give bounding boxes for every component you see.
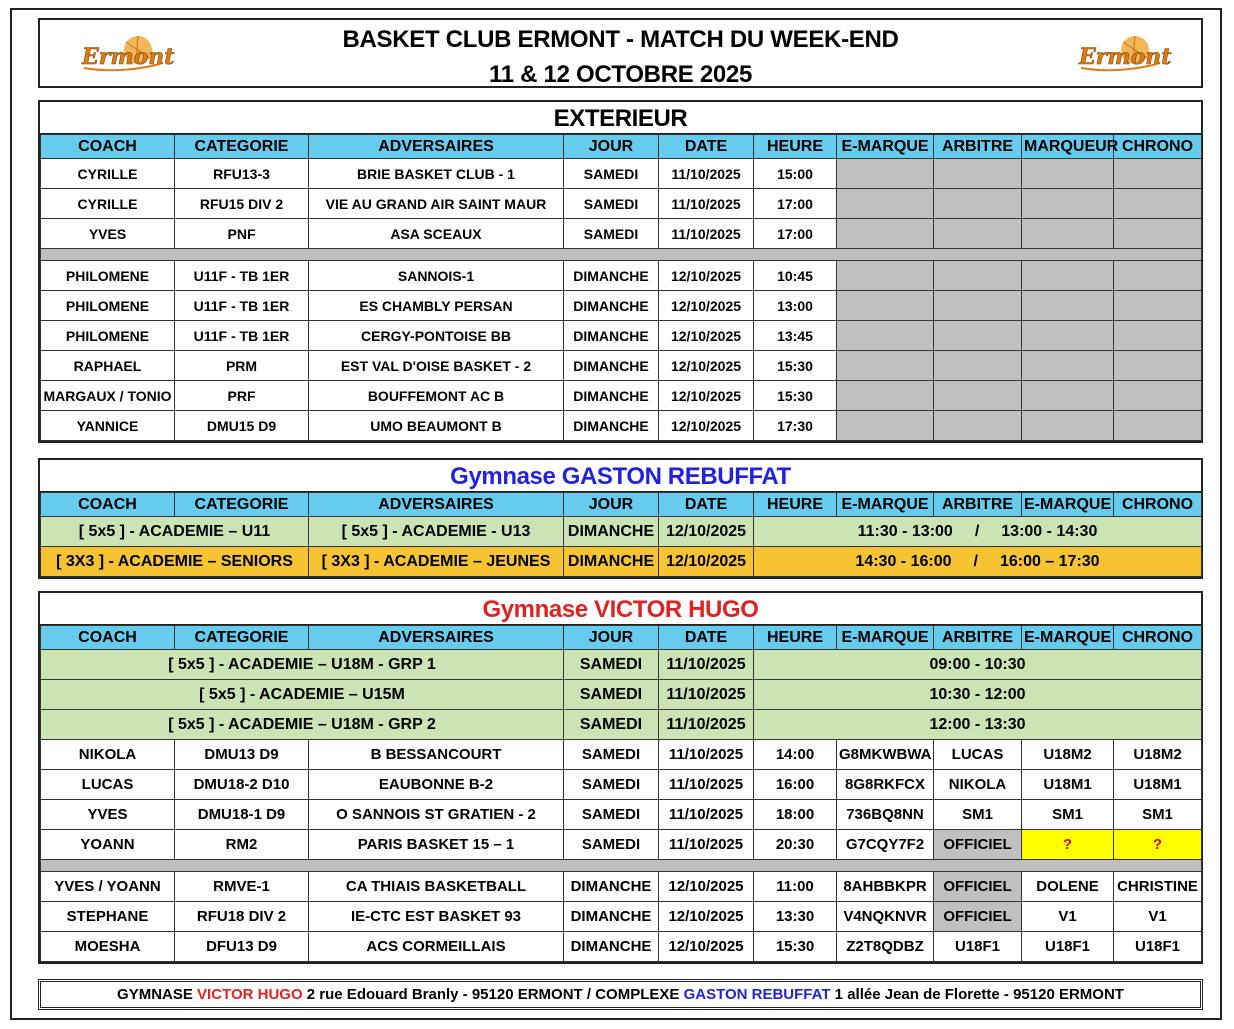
victor-table (40, 625, 1202, 962)
table-cell: RM2 (175, 830, 309, 860)
column-header: HEURE (754, 493, 837, 517)
table-cell: PRF (175, 381, 309, 411)
table-cell: OFFICIEL (934, 830, 1022, 860)
ermont-logo (1077, 34, 1172, 74)
table-cell: MARGAUX / TONIO (41, 381, 175, 411)
gaston-section (38, 458, 1203, 579)
table-cell: 12/10/2025 (659, 381, 754, 411)
table-cell: SAMEDI (564, 680, 659, 710)
table-row (41, 932, 1202, 962)
slot-separator: / (973, 552, 978, 570)
empty-cell (837, 351, 934, 381)
table-cell: YOANN (41, 830, 175, 860)
empty-cell (934, 261, 1022, 291)
academie-label: [ 3X3 ] - ACADEMIE – JEUNES (309, 547, 564, 577)
table-cell: 15:30 (754, 932, 837, 962)
column-header: CATEGORIE (175, 626, 309, 650)
table-cell: PHILOMENE (41, 291, 175, 321)
table-cell: SAMEDI (564, 710, 659, 740)
table-cell: SAMEDI (564, 830, 659, 860)
table-cell: SAMEDI (564, 159, 659, 189)
time-slot: 09:00 - 10:30 (754, 650, 1202, 680)
table-cell: ES CHAMBLY PERSAN (309, 291, 564, 321)
table-cell: DOLENE (1022, 872, 1114, 902)
table-cell: SAMEDI (564, 800, 659, 830)
column-header: E-MARQUE (1022, 493, 1114, 517)
table-cell: U18F1 (934, 932, 1022, 962)
table-cell: DIMANCHE (564, 381, 659, 411)
table-cell: U11F - TB 1ER (175, 321, 309, 351)
column-header: CHRONO (1114, 493, 1202, 517)
column-header: COACH (41, 135, 175, 159)
table-cell: 13:30 (754, 902, 837, 932)
table-cell: NIKOLA (41, 740, 175, 770)
table-cell: 13:00 (754, 291, 837, 321)
table-cell: OFFICIEL (934, 872, 1022, 902)
table-row (41, 159, 1202, 189)
table-row (41, 261, 1202, 291)
empty-cell (1114, 321, 1202, 351)
empty-cell (1022, 189, 1114, 219)
table-row (41, 381, 1202, 411)
separator-cell (41, 249, 1202, 261)
table-cell: NIKOLA (934, 770, 1022, 800)
header-row (41, 135, 1202, 159)
empty-cell (934, 189, 1022, 219)
table-row (41, 411, 1202, 441)
empty-cell (1022, 261, 1114, 291)
title-line-2: 11 & 12 OCTOBRE 2025 (488, 61, 753, 88)
table-cell: 11/10/2025 (659, 219, 754, 249)
table-row (41, 800, 1202, 830)
empty-cell (1114, 219, 1202, 249)
table-cell: 15:30 (754, 381, 837, 411)
academie-row (41, 710, 1202, 740)
victor-title (40, 593, 1201, 625)
academie-label: [ 5x5 ] - ACADEMIE – U11 (41, 517, 309, 547)
footer-victor-hugo: VICTOR HUGO (197, 986, 303, 1003)
column-header: E-MARQUE (837, 493, 934, 517)
time-slot: 16:00 – 17:30 (999, 552, 1100, 570)
table-cell: PHILOMENE (41, 261, 175, 291)
table-cell: U18F1 (1022, 932, 1114, 962)
table-cell: EST VAL D'OISE BASKET - 2 (309, 351, 564, 381)
academie-label: [ 5x5 ] - ACADEMIE – U18M - GRP 2 (41, 710, 564, 740)
table-cell: UMO BEAUMONT B (309, 411, 564, 441)
gaston-title-prefix: Gymnase (450, 463, 562, 490)
table-cell: 12/10/2025 (659, 351, 754, 381)
title-line-1: BASKET CLUB ERMONT - MATCH DU WEEK-END (342, 26, 899, 53)
column-header: ARBITRE (934, 626, 1022, 650)
table-cell: 8G8RKFCX (837, 770, 934, 800)
table-row (41, 770, 1202, 800)
table-cell: U18M1 (1022, 770, 1114, 800)
empty-cell (1022, 291, 1114, 321)
column-header: JOUR (564, 626, 659, 650)
table-cell: U11F - TB 1ER (175, 291, 309, 321)
table-cell: 15:00 (754, 159, 837, 189)
table-cell: SAMEDI (564, 740, 659, 770)
table-cell: CA THIAIS BASKETBALL (309, 872, 564, 902)
footer-gaston-rebuffat: GASTON REBUFFAT (683, 986, 831, 1003)
table-cell: 13:45 (754, 321, 837, 351)
empty-cell (1022, 219, 1114, 249)
table-cell: G8MKWBWA (837, 740, 934, 770)
academie-label: [ 3X3 ] - ACADEMIE – SENIORS (41, 547, 309, 577)
column-header: ADVERSAIRES (309, 626, 564, 650)
table-cell: 17:30 (754, 411, 837, 441)
table-cell: DFU13 D9 (175, 932, 309, 962)
table-cell: 17:00 (754, 219, 837, 249)
time-slots (754, 517, 1202, 547)
victor-section (38, 591, 1203, 964)
column-header: MARQUEUR (1022, 135, 1114, 159)
empty-cell (837, 381, 934, 411)
table-cell: RAPHAEL (41, 351, 175, 381)
header-row (41, 626, 1202, 650)
table-row (41, 219, 1202, 249)
empty-cell (837, 189, 934, 219)
gaston-title (40, 460, 1201, 492)
table-cell: 12/10/2025 (659, 517, 754, 547)
footer-part: 1 allée Jean de Florette - 95120 ERMONT (830, 986, 1124, 1003)
table-cell: 18:00 (754, 800, 837, 830)
table-cell: 20:30 (754, 830, 837, 860)
table-cell: PHILOMENE (41, 321, 175, 351)
empty-cell (1022, 321, 1114, 351)
column-header: CATEGORIE (175, 135, 309, 159)
exterieur-title: EXTERIEUR (40, 102, 1201, 134)
column-header: CHRONO (1114, 135, 1202, 159)
column-header: DATE (659, 626, 754, 650)
svg-text:Ermont: Ermont (1079, 44, 1172, 70)
table-cell: 11/10/2025 (659, 830, 754, 860)
victor-title-name: VICTOR HUGO (594, 596, 759, 623)
table-cell: RFU13-3 (175, 159, 309, 189)
table-cell: 11/10/2025 (659, 800, 754, 830)
table-cell: U18M2 (1114, 740, 1202, 770)
table-cell: V4NQKNVR (837, 902, 934, 932)
table-row (41, 902, 1202, 932)
column-header: JOUR (564, 493, 659, 517)
table-cell: 12/10/2025 (659, 932, 754, 962)
empty-cell (934, 411, 1022, 441)
table-row (41, 189, 1202, 219)
empty-cell (1022, 381, 1114, 411)
separator-row (41, 249, 1202, 261)
empty-cell (1114, 189, 1202, 219)
table-cell: 15:30 (754, 351, 837, 381)
empty-cell (1022, 159, 1114, 189)
empty-cell (837, 411, 934, 441)
table-cell: 12/10/2025 (659, 321, 754, 351)
table-cell: DIMANCHE (564, 872, 659, 902)
table-cell: 11/10/2025 (659, 680, 754, 710)
table-cell: EAUBONNE B-2 (309, 770, 564, 800)
victor-title-prefix: Gymnase (482, 596, 594, 623)
table-cell: 10:45 (754, 261, 837, 291)
table-cell: STEPHANE (41, 902, 175, 932)
table-cell: IE-CTC EST BASKET 93 (309, 902, 564, 932)
table-cell: U18M2 (1022, 740, 1114, 770)
empty-cell (1114, 351, 1202, 381)
table-row (41, 740, 1202, 770)
table-cell: DMU18-1 D9 (175, 800, 309, 830)
time-slot: 12:00 - 13:30 (754, 710, 1202, 740)
table-cell: DIMANCHE (564, 902, 659, 932)
table-cell: 8AHBBKPR (837, 872, 934, 902)
gaston-table (40, 492, 1202, 577)
table-cell: SM1 (1114, 800, 1202, 830)
table-cell: 11/10/2025 (659, 159, 754, 189)
empty-cell (1114, 411, 1202, 441)
table-cell: SAMEDI (564, 219, 659, 249)
table-cell: DIMANCHE (564, 517, 659, 547)
column-header: ADVERSAIRES (309, 493, 564, 517)
page-header (38, 18, 1203, 88)
table-cell: DMU13 D9 (175, 740, 309, 770)
table-cell: CERGY-PONTOISE BB (309, 321, 564, 351)
academie-label: [ 5x5 ] - ACADEMIE – U15M (41, 680, 564, 710)
table-row (41, 291, 1202, 321)
empty-cell (1114, 261, 1202, 291)
table-cell: O SANNOIS ST GRATIEN - 2 (309, 800, 564, 830)
empty-cell (1022, 351, 1114, 381)
column-header: HEURE (754, 135, 837, 159)
empty-cell (1114, 291, 1202, 321)
table-cell: LUCAS (41, 770, 175, 800)
table-cell: CYRILLE (41, 159, 175, 189)
table-cell: 11/10/2025 (659, 740, 754, 770)
table-cell: 12/10/2025 (659, 547, 754, 577)
table-cell: SM1 (1022, 800, 1114, 830)
header-row (41, 493, 1202, 517)
table-cell: CHRISTINE (1114, 872, 1202, 902)
table-row (41, 830, 1202, 860)
table-cell: YVES (41, 219, 175, 249)
empty-cell (934, 291, 1022, 321)
table-row (41, 321, 1202, 351)
exterieur-section (38, 100, 1203, 443)
table-cell: U18M1 (1114, 770, 1202, 800)
footer-addresses (38, 979, 1203, 1010)
separator-row (41, 860, 1202, 872)
column-header: E-MARQUE (837, 626, 934, 650)
table-cell: 11:00 (754, 872, 837, 902)
table-cell: RFU18 DIV 2 (175, 902, 309, 932)
table-cell: SAMEDI (564, 189, 659, 219)
academie-row (41, 650, 1202, 680)
table-cell: PARIS BASKET 15 – 1 (309, 830, 564, 860)
column-header: CATEGORIE (175, 493, 309, 517)
academie-label: [ 5x5 ] - ACADEMIE – U18M - GRP 1 (41, 650, 564, 680)
table-cell: ACS CORMEILLAIS (309, 932, 564, 962)
table-cell: DIMANCHE (564, 932, 659, 962)
table-cell: DIMANCHE (564, 547, 659, 577)
table-cell: DIMANCHE (564, 261, 659, 291)
empty-cell (1022, 411, 1114, 441)
column-header: JOUR (564, 135, 659, 159)
empty-cell (837, 261, 934, 291)
table-cell: PNF (175, 219, 309, 249)
table-cell: RMVE-1 (175, 872, 309, 902)
footer-part: GYMNASE (117, 986, 198, 1003)
column-header: CHRONO (1114, 626, 1202, 650)
table-cell: 14:00 (754, 740, 837, 770)
table-cell: 16:00 (754, 770, 837, 800)
slot-separator: / (974, 522, 980, 540)
academie-label: [ 5x5 ] - ACADEMIE - U13 (309, 517, 564, 547)
table-cell: SAMEDI (564, 650, 659, 680)
table-cell: V1 (1114, 902, 1202, 932)
time-slots (754, 547, 1202, 577)
table-cell: YVES (41, 800, 175, 830)
table-cell: 11/10/2025 (659, 710, 754, 740)
empty-cell (837, 321, 934, 351)
time-slot: 11:30 - 13:00 (857, 522, 953, 540)
table-cell: SM1 (934, 800, 1022, 830)
table-cell: OFFICIEL (934, 902, 1022, 932)
svg-text:Ermont: Ermont (82, 44, 175, 70)
table-cell: 12/10/2025 (659, 902, 754, 932)
academie-row (41, 680, 1202, 710)
column-header: DATE (659, 135, 754, 159)
table-cell: 11/10/2025 (659, 770, 754, 800)
table-cell: YANNICE (41, 411, 175, 441)
table-cell: 12/10/2025 (659, 261, 754, 291)
table-cell: BRIE BASKET CLUB - 1 (309, 159, 564, 189)
table-cell: Z2T8QDBZ (837, 932, 934, 962)
footer-part: 2 rue Edouard Branly - 95120 ERMONT / COMPLEXE (302, 986, 684, 1003)
column-header: E-MARQUE (1022, 626, 1114, 650)
table-cell: DMU15 D9 (175, 411, 309, 441)
table-cell: DIMANCHE (564, 411, 659, 441)
table-cell: V1 (1022, 902, 1114, 932)
time-slot: 14:30 - 16:00 (855, 552, 952, 570)
academie-row (41, 547, 1202, 577)
column-header: COACH (41, 626, 175, 650)
table-cell: MOESHA (41, 932, 175, 962)
table-cell: SAMEDI (564, 770, 659, 800)
separator-cell (41, 860, 1202, 872)
column-header: ARBITRE (934, 493, 1022, 517)
empty-cell (837, 159, 934, 189)
table-cell: PRM (175, 351, 309, 381)
column-header: ADVERSAIRES (309, 135, 564, 159)
empty-cell (837, 219, 934, 249)
table-cell: DIMANCHE (564, 351, 659, 381)
table-cell: 736BQ8NN (837, 800, 934, 830)
table-cell: 12/10/2025 (659, 872, 754, 902)
empty-cell (1114, 159, 1202, 189)
table-cell: DMU18-2 D10 (175, 770, 309, 800)
table-cell: B BESSANCOURT (309, 740, 564, 770)
table-cell: ASA SCEAUX (309, 219, 564, 249)
table-cell: DIMANCHE (564, 321, 659, 351)
column-header: HEURE (754, 626, 837, 650)
table-row (41, 872, 1202, 902)
table-cell: BOUFFEMONT AC B (309, 381, 564, 411)
table-cell: VIE AU GRAND AIR SAINT MAUR (309, 189, 564, 219)
table-cell: 12/10/2025 (659, 411, 754, 441)
table-cell: 11/10/2025 (659, 189, 754, 219)
table-cell: U11F - TB 1ER (175, 261, 309, 291)
empty-cell (934, 159, 1022, 189)
table-cell: 11/10/2025 (659, 650, 754, 680)
exterieur-table (40, 134, 1202, 441)
empty-cell (1114, 381, 1202, 411)
empty-cell (934, 321, 1022, 351)
table-cell: DIMANCHE (564, 291, 659, 321)
empty-cell (934, 381, 1022, 411)
empty-cell (934, 351, 1022, 381)
table-cell: LUCAS (934, 740, 1022, 770)
column-header: DATE (659, 493, 754, 517)
table-cell: 12/10/2025 (659, 291, 754, 321)
empty-cell (837, 291, 934, 321)
time-slot: 10:30 - 12:00 (754, 680, 1202, 710)
table-cell: ? (1022, 830, 1114, 860)
column-header: ARBITRE (934, 135, 1022, 159)
table-cell: YVES / YOANN (41, 872, 175, 902)
gaston-title-name: GASTON REBUFFAT (561, 463, 791, 490)
table-cell: 17:00 (754, 189, 837, 219)
empty-cell (934, 219, 1022, 249)
table-row (41, 351, 1202, 381)
time-slot: 13:00 - 14:30 (1001, 522, 1098, 540)
table-cell: CYRILLE (41, 189, 175, 219)
table-cell: RFU15 DIV 2 (175, 189, 309, 219)
table-cell: SANNOIS-1 (309, 261, 564, 291)
column-header: COACH (41, 493, 175, 517)
column-header: E-MARQUE (837, 135, 934, 159)
table-cell: U18F1 (1114, 932, 1202, 962)
table-cell: ? (1114, 830, 1202, 860)
table-cell: G7CQY7F2 (837, 830, 934, 860)
academie-row (41, 517, 1202, 547)
